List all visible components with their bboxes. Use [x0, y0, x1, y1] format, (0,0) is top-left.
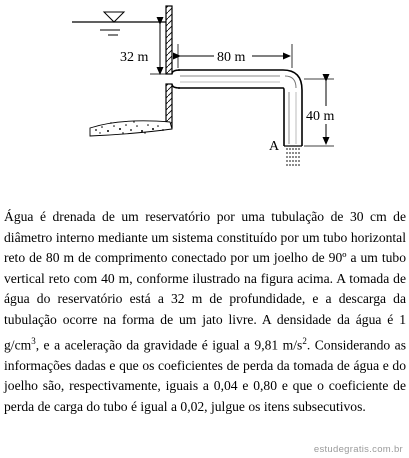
gravity-exponent: 2 [302, 335, 307, 346]
vertical-pipe [284, 90, 302, 146]
reservoir-pipe-diagram [0, 0, 409, 200]
vertical-length-label: 40 m [306, 109, 335, 124]
depth-dimension [117, 24, 166, 74]
ground-texture [90, 121, 172, 136]
horizontal-length-label: 80 m [217, 50, 246, 65]
problem-text-part2: , e a aceleração da gravidade é igual a 9,81 m/s [35, 337, 303, 353]
vertical-dimension [304, 79, 344, 146]
surface-marker-triangle [104, 12, 124, 22]
horizontal-pipe [178, 70, 283, 88]
horizontal-dimension [178, 44, 292, 68]
water-surface [72, 22, 166, 35]
site-watermark: estudegratis.com.br [313, 444, 403, 455]
point-a-label: A [269, 139, 280, 154]
reservoir-wall [166, 6, 172, 128]
density-exponent: 3 [31, 335, 36, 346]
water-jet [287, 148, 299, 168]
pipe-elbow [283, 70, 302, 90]
problem-statement [4, 207, 406, 417]
problem-text-part1: Água é drenada de um reservatório por uma tubulação de 30 cm de diâmetro interno mediante um sistema constituído por um tubo horizontal reto de 80 m de comprimento conectado por um joelho de 90º a um tubo vertical reto com 40 m, conforme ilustrado na figura acima. A tomada de água do reservatório está a 32 m de profundidade, e a descarga da tubulação ocorre na forma de um jato livre. A densidade da água é 1 g/cm [4, 209, 406, 353]
problem-text-part3: . Considerando as informações dadas e que os coeficientes de perda da tomada de água e do joelho são, respectivamente, iguais a 0,04 e 0,80 e que o coeficiente de perda de carga do tubo é igual a 0,02, julgue os itens subsecutivos. [4, 337, 407, 414]
pipe-inlet [172, 70, 180, 88]
depth-label: 32 m [120, 50, 149, 65]
